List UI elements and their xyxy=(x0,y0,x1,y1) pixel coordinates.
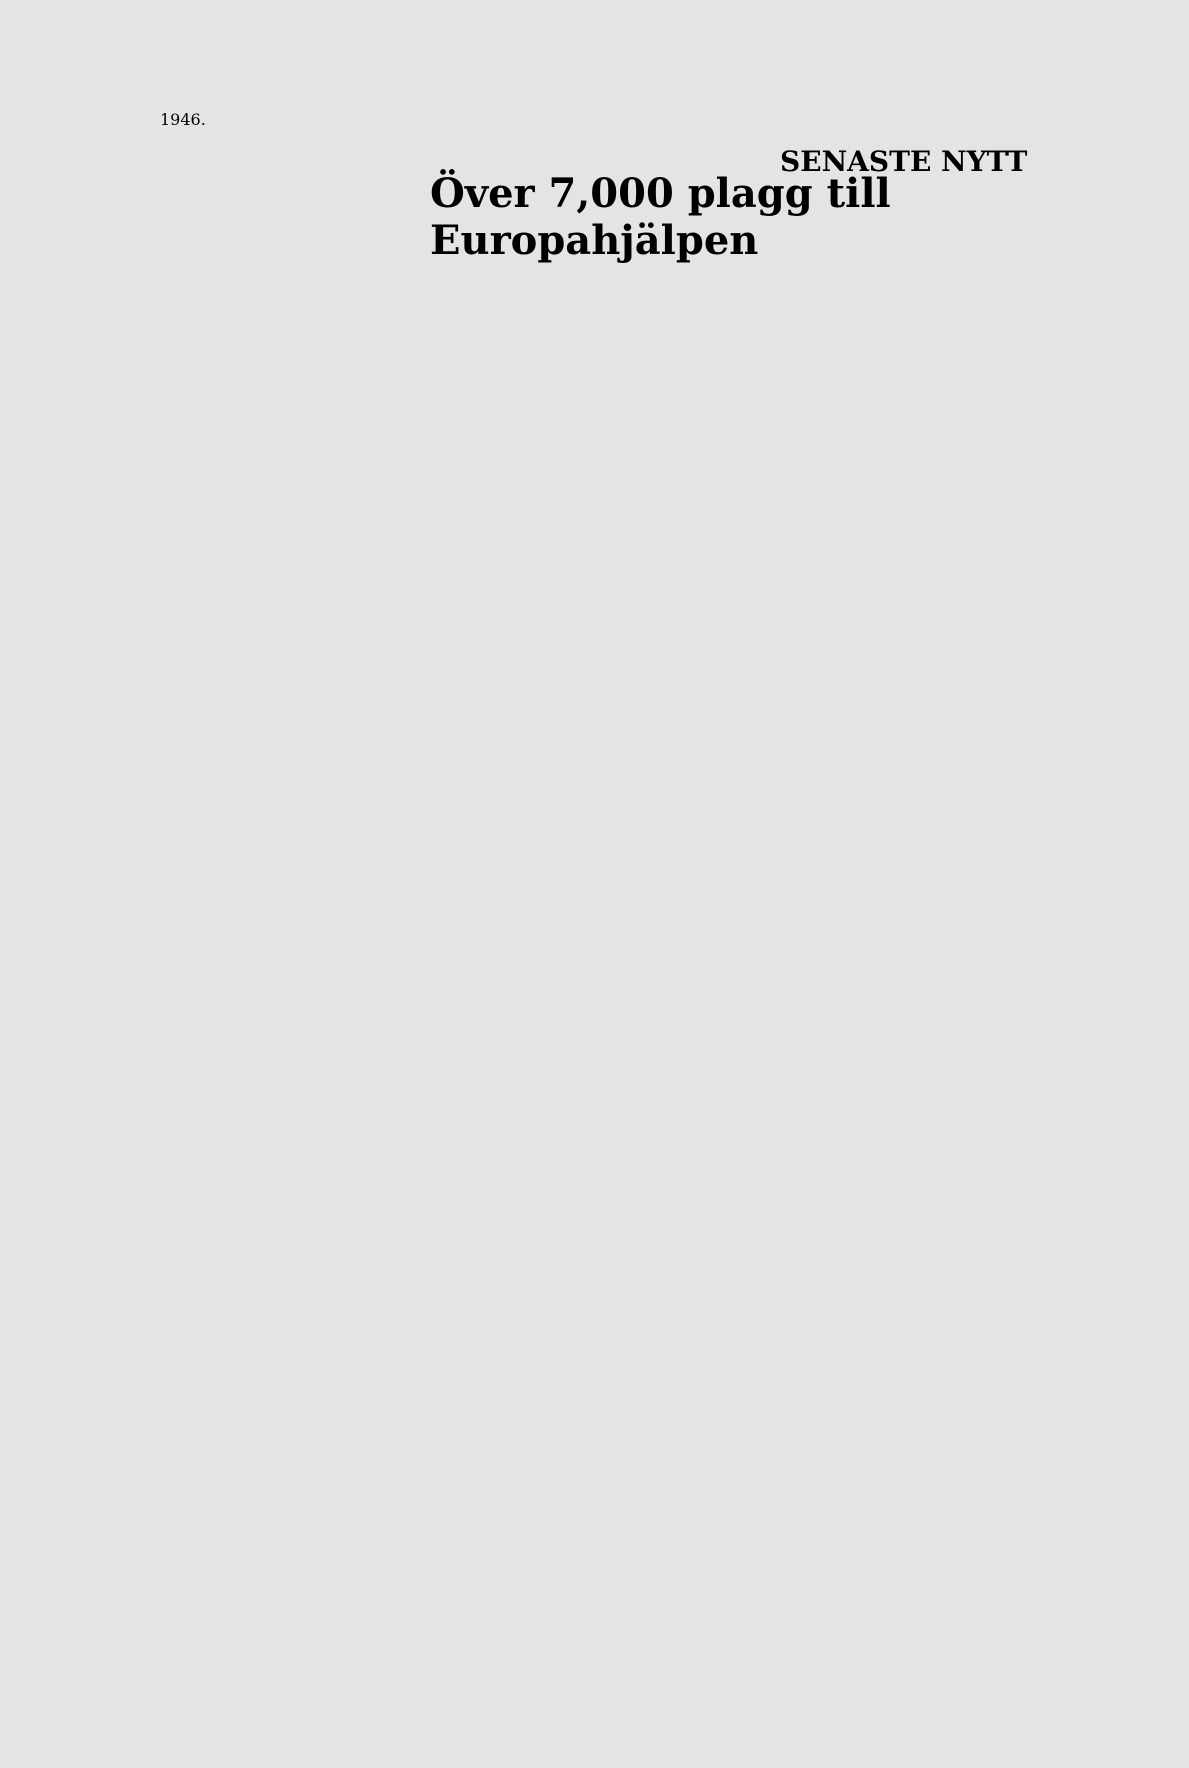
section-title: SENASTE NYTT xyxy=(780,145,1028,178)
date: 1946. xyxy=(160,110,206,129)
headline: Över 7,000 plagg till Europahjälpen xyxy=(430,170,891,264)
